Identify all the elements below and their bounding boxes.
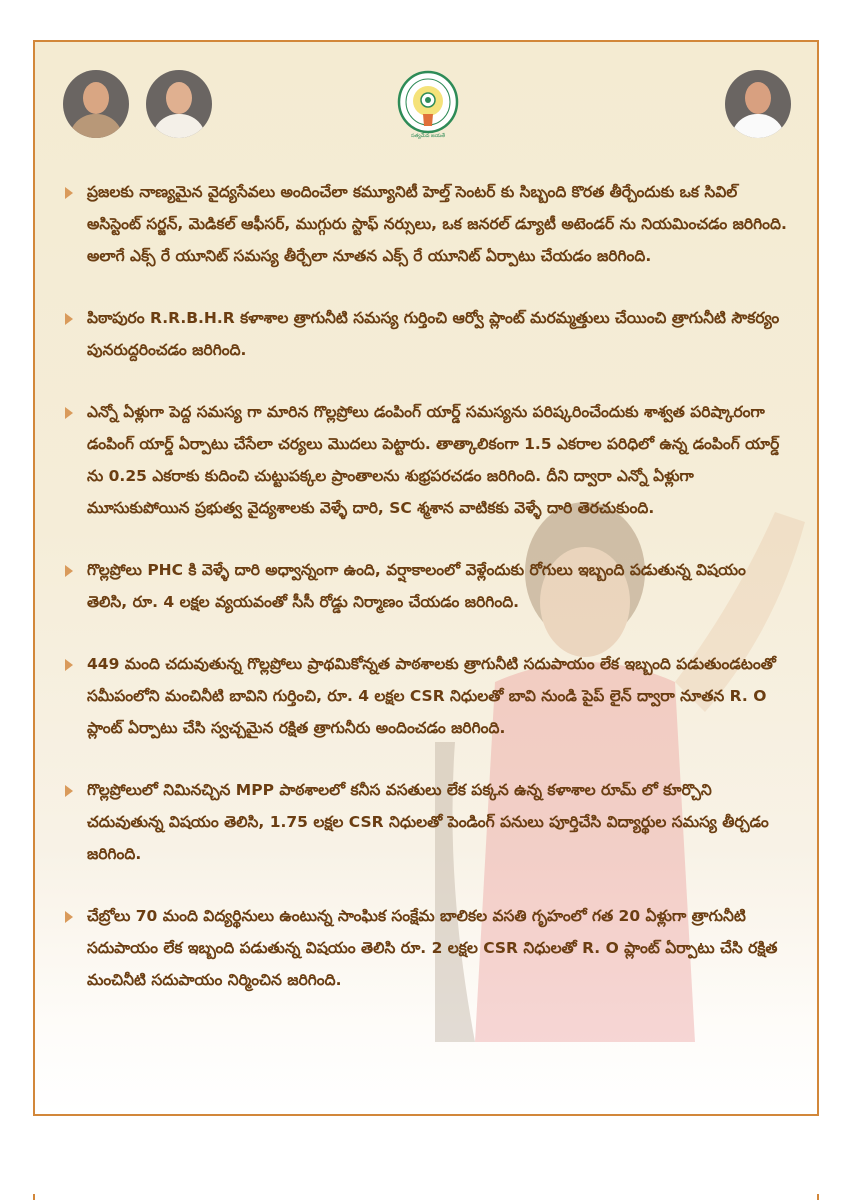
item-text: ఎన్నో ఏళ్లుగా పెద్ద సమస్య గా మారిన గొల్లప్రోలు డంపింగ్ యార్డ్ సమస్యను పరిష్కరించేందుకు శాశ్వత పరిష్కారంగా డంపింగ్ యార్డ్ ఏర్పాటు చేసేలా చర్యలు మొదలు పెట్టారు. తాత్కాలికంగా 1.5 ఎకరాల పరిధిలో ఉన్న డంపింగ్ యార్డ్ ను 0.25 ఎకరాకు కుదించి చుట్టుపక్కల ప్రాంతాలను శుభ్రపరచడం జరిగింది. దీని ద్వారా ఎన్నో ఏళ్లుగా మూసుకుపోయిన ప్రభుత్వ వైద్యశాలకు వెళ్ళే దారి, SC శ్మశాన వాటికకు వెళ్ళే దారి తెరచుకుంది. [87,403,780,517]
item-text: 449 మంది చదువుతున్న గొల్లప్రోలు ప్రాథమికోన్నత పాఠశాలకు త్రాగునీటి సదుపాయం లేక ఇబ్బంది పడుతుండటంతో సమీపంలోని మంచినీటి బావిని గుర్తించి, రూ. 4 లక్షల CSR నిధులతో బావి నుండి పైప్ లైన్ ద్వారా నూతన R. O ప్లాంట్ ఏర్పాటు చేసి స్వచ్చమైన రక్షిత త్రాగునీరు అందించడం జరిగింది. [87,655,776,737]
portrait-3 [725,70,791,138]
bullet-list [57,176,787,1026]
item-text: పిఠాపురం R.R.B.H.R కళాశాల త్రాగునీటి సమస్య గుర్తించి ఆర్వో ప్లాంట్ మరమ్మత్తులు చేయించి త్రాగునీటి సౌకర్యం పునరుద్దరించడం జరిగింది. [87,309,780,359]
document-frame [33,40,819,1116]
list-item [57,774,787,870]
list-item [57,554,787,618]
page-corner-mark [33,1194,35,1200]
portrait-1 [63,70,129,138]
list-item [57,648,787,744]
bullet-arrow-icon [65,407,73,419]
item-text: చేబ్రోలు 70 మంది విద్యర్థినులు ఉంటున్న సాంఘిక సంక్షేమ బాలికల వసతి గృహంలో గత 20 ఏళ్లుగా త్రాగునీటి సదుపాయం లేక ఇబ్బంది పడుతున్న విషయం తెలిసి రూ. 2 లక్షల CSR నిధులతో R. O ప్లాంట్ ఏర్పాటు చేసి రక్షిత మంచినీటి సదుపాయం నిర్మించిన జరిగింది. [87,907,778,989]
bullet-arrow-icon [65,313,73,325]
list-item [57,302,787,366]
bullet-arrow-icon [65,565,73,577]
bullet-arrow-icon [65,785,73,797]
svg-text:సత్యమేవ జయతే: సత్యమేవ జయతే [410,133,446,139]
bullet-arrow-icon [65,659,73,671]
portrait-2 [146,70,212,138]
list-item [57,396,787,524]
page-corner-mark [817,1194,819,1200]
list-item [57,176,787,272]
bullet-arrow-icon [65,911,73,923]
item-text: గొల్లప్రోలు PHC కి వెళ్ళే దారి అధ్వాన్నంగా ఉంది, వర్షాకాలంలో వెళ్లేందుకు రోగులు ఇబ్బంది పడుతున్న విషయం తెలిసి, రూ. 4 లక్షల వ్యయవంతో సీసీ రోడ్డు నిర్మాణం చేయడం జరిగింది. [87,561,746,611]
list-item [57,900,787,996]
state-emblem-icon [397,70,459,140]
bullet-arrow-icon [65,187,73,199]
item-text: గొల్లప్రోలులో నిమినచ్చిన MPP పాఠశాలలో కనీస వసతులు లేక పక్కన ఉన్న కళాశాల రూమ్ లో కూర్చొని చదువుతున్న విషయం తెలిసి, 1.75 లక్షల CSR నిధులతో పెండింగ్ పనులు పూర్తిచేసి విద్యార్థుల సమస్య తీర్చడం జరిగింది. [87,781,769,863]
item-text: ప్రజలకు నాణ్యమైన వైద్యసేవలు అందించేలా కమ్యూనిటీ హెల్త్ సెంటర్ కు సిబ్బంది కొరత తీర్చేందుకు ఒక సివిల్ అసిస్టెంట్ సర్జన్, మెడికల్ ఆఫీసర్, ముగ్గురు స్టాఫ్ నర్సులు, ఒక జనరల్ డ్యూటీ అటెండర్ ను నియమించడం జరిగింది. అలాగే ఎక్స్ రే యూనిట్ సమస్య తీర్చేలా నూతన ఎక్స్ రే యూనిట్ ఏర్పాటు చేయడం జరిగింది. [87,183,787,265]
header-row [35,70,817,150]
